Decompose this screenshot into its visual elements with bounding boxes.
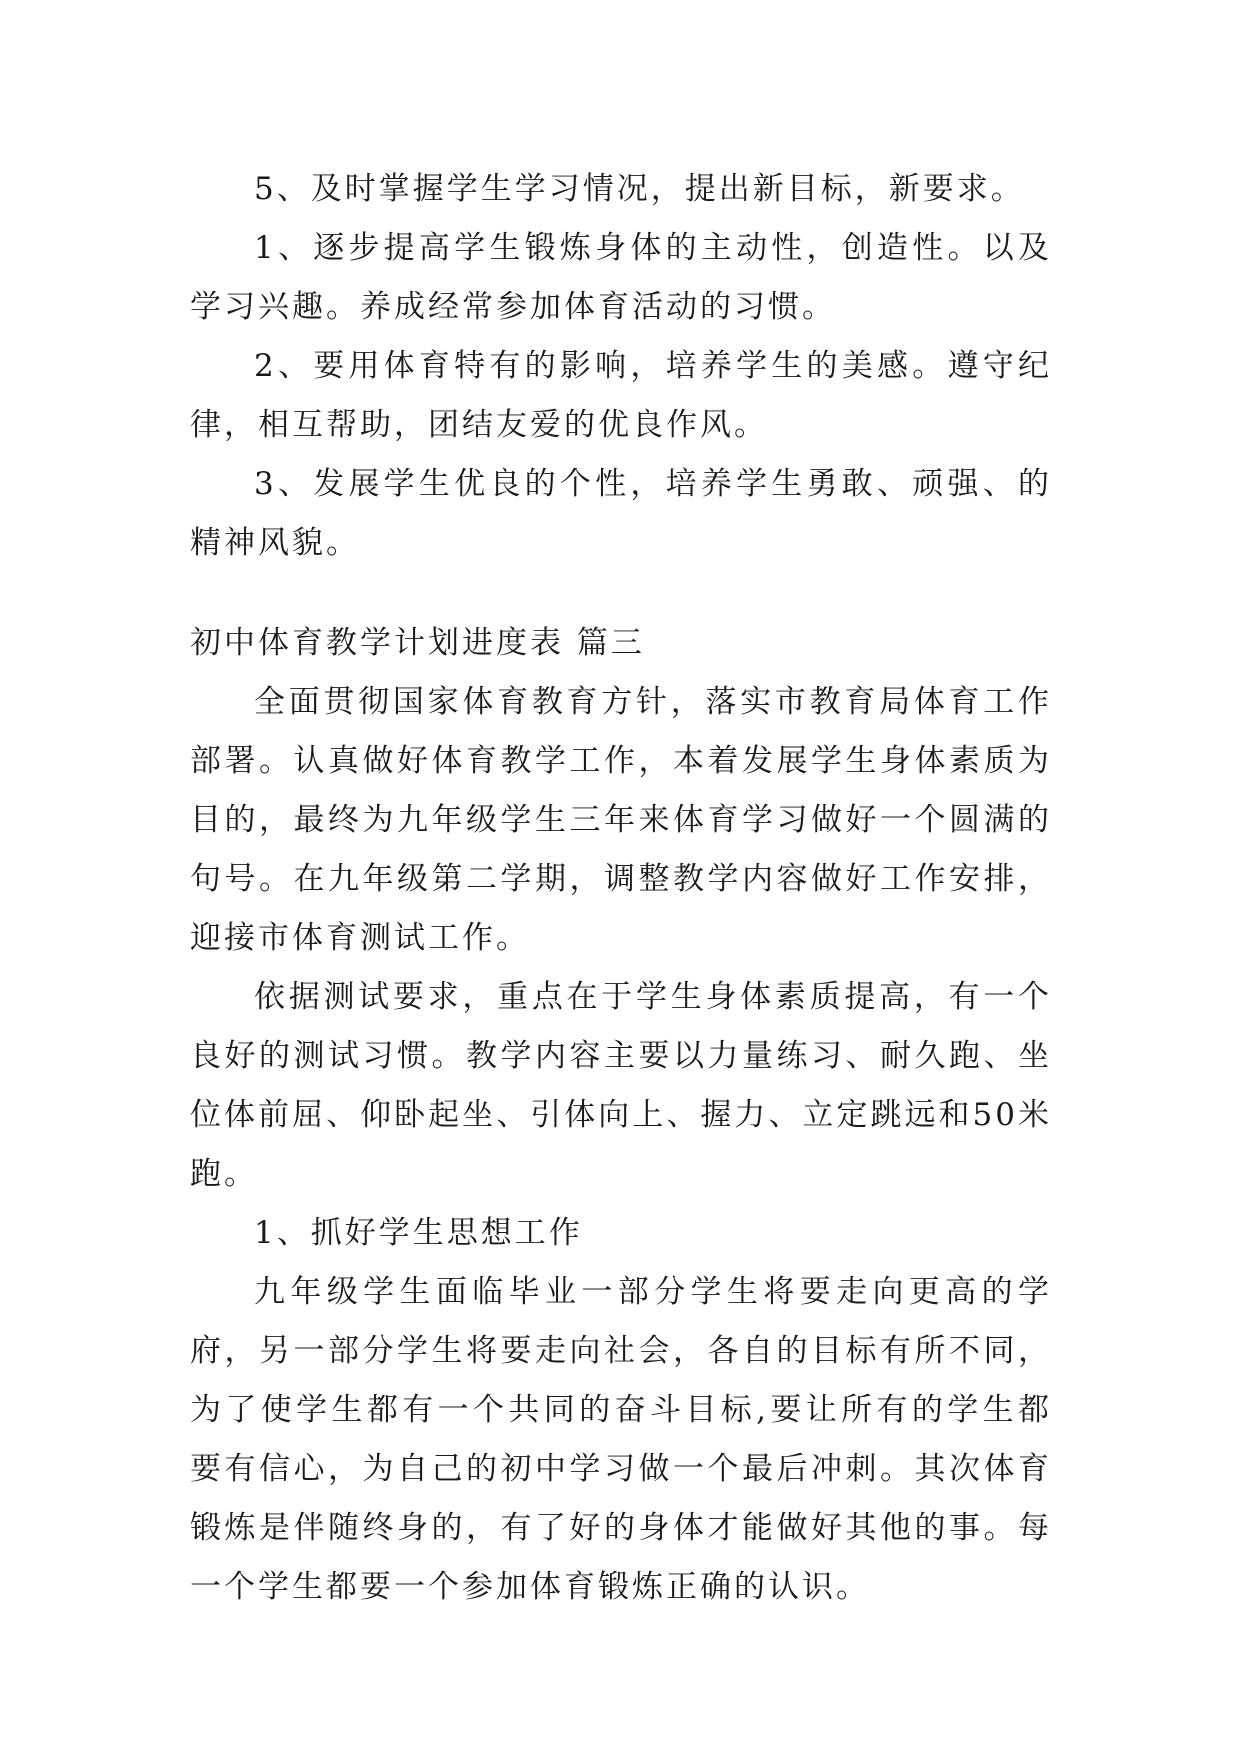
section-top xyxy=(190,160,1052,573)
paragraph: 1、抓好学生思想工作 xyxy=(254,1215,583,1251)
paragraph: 依据测试要求，重点在于学生身体素质提高，有一个良好的测试习惯。教学内容主要以力量练习、耐久跑、坐位体前屈、仰卧起坐、引体向上、握力、立定跳远和50米跑。 xyxy=(190,979,1052,1192)
paragraph: 全面贯彻国家体育教育方针，落实市教育局体育工作部署。认真做好体育教学工作，本着发展学生身体素质为目的，最终为九年级学生三年来体育学习做好一个圆满的句号。在九年级第二学期，调整教学内容做好工作安排，迎接市体育测试工作。 xyxy=(190,684,1052,956)
section-three xyxy=(190,614,1052,1617)
paragraph: 1、逐步提高学生锻炼身体的主动性，创造性。以及学习兴趣。养成经常参加体育活动的习惯。 xyxy=(190,230,1052,325)
paragraph: 3、发展学生优良的个性，培养学生勇敢、顽强、的精神风貌。 xyxy=(190,466,1052,561)
section-heading: 初中体育教学计划进度表 篇三 xyxy=(190,625,645,661)
paragraph: 九年级学生面临毕业一部分学生将要走向更高的学府，另一部分学生将要走向社会，各自的目标有所不同，为了使学生都有一个共同的奋斗目标,要让所有的学生都要有信心，为自己的初中学习做一个最后冲刺。其次体育锻炼是伴随终身的，有了好的身体才能做好其他的事。每一个学生都要一个参加体育锻炼正确的认识。 xyxy=(190,1274,1052,1605)
paragraph: 5、及时掌握学生学习情况，提出新目标，新要求。 xyxy=(254,171,1025,207)
paragraph: 2、要用体育特有的影响，培养学生的美感。遵守纪律，相互帮助，团结友爱的优良作风。 xyxy=(190,348,1052,443)
